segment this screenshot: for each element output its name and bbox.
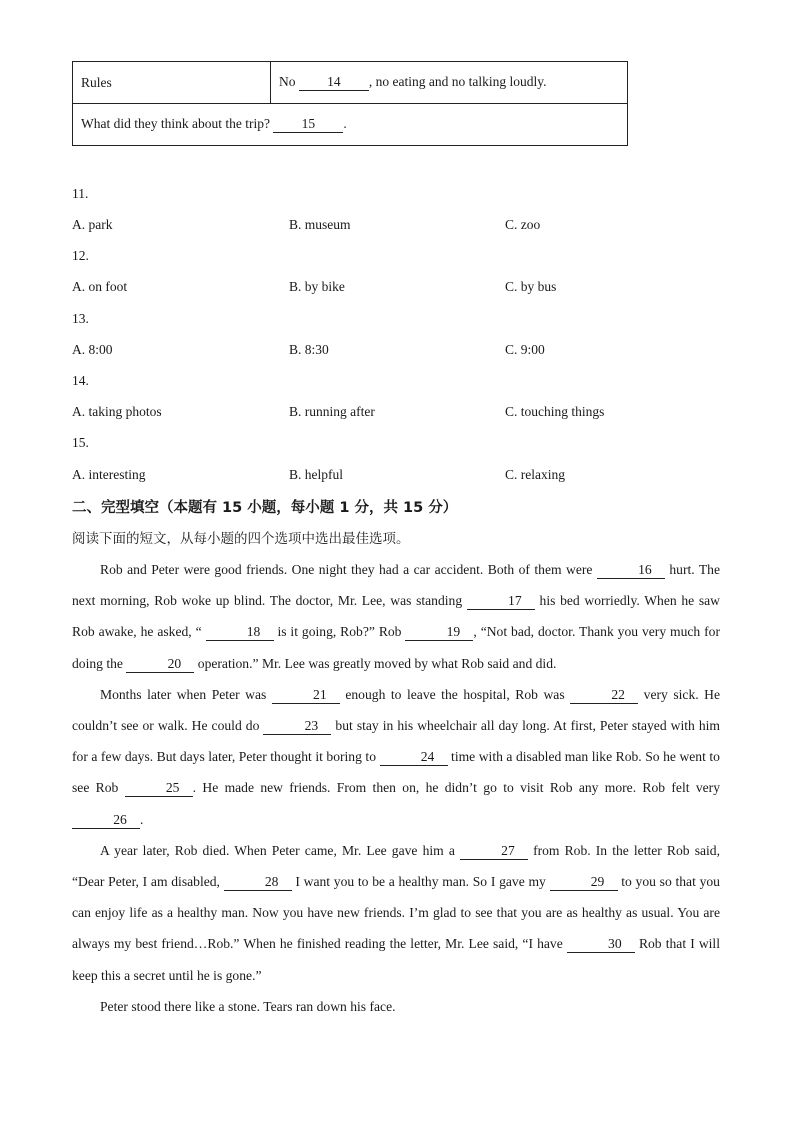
option-b: B. helpful	[289, 467, 343, 482]
info-table	[72, 61, 628, 146]
option-c: C. touching things	[505, 404, 605, 419]
passage-text: Peter stood there like a stone. Tears ran down his face.	[100, 998, 396, 1014]
option-b: B. museum	[289, 217, 351, 232]
passage-text: . He made new friends. From then on, he didn’t go to visit Rob any more. Rob felt very	[192, 780, 720, 796]
option-c: C. relaxing	[505, 467, 565, 482]
section-instruction: 阅读下面的短文，从每小题的四个选项中选出最佳选项。	[72, 531, 410, 547]
question-number: 13.	[72, 311, 89, 326]
blank-21: 21	[272, 687, 340, 704]
blank-26: 26	[72, 812, 140, 829]
table-row	[73, 104, 628, 146]
passage-text: .	[140, 811, 144, 827]
option-a: A. 8:00	[72, 342, 113, 357]
blank-17: 17	[467, 593, 535, 610]
blank-19: 19	[405, 624, 473, 641]
passage-paragraph	[72, 991, 720, 1022]
table-cell-question	[73, 104, 628, 146]
option-c: C. zoo	[505, 217, 541, 232]
question-number: 14.	[72, 373, 89, 388]
blank-25: 25	[125, 780, 193, 797]
table-cell-rules	[271, 62, 628, 104]
passage-text: Months later when Peter was	[100, 686, 272, 702]
passage-text: I want you to be a healthy man. So I gave my	[291, 874, 550, 890]
blank-16: 16	[597, 562, 665, 579]
question-suffix: .	[343, 116, 347, 131]
cloze-passage	[72, 554, 720, 1022]
blank-30: 30	[567, 936, 635, 953]
passage-text: from Rob. In the letter Rob said, “Dear Peter, I am disabled,	[72, 842, 720, 890]
blank-27: 27	[460, 843, 528, 860]
passage-text: to you so that you can enjoy life as a healthy man. Now you have new friends. I’m glad to see that you are as healthy as usual. You are always my best friend…Rob.” When he finished reading the letter, Mr. Lee said, “I have	[72, 874, 720, 952]
passage-text: A year later, Rob died. When Peter came, Mr. Lee gave him a	[100, 842, 460, 858]
passage-text: operation.” Mr. Lee was greatly moved by what Rob said and did.	[194, 655, 557, 671]
passage-text: but stay in his wheelchair all day long. At first, Peter stayed with him for a few days. But days later, Peter thought it boring to	[72, 718, 720, 765]
option-a: A. interesting	[72, 467, 146, 482]
option-b: B. 8:30	[289, 342, 329, 357]
option-c: C. 9:00	[505, 342, 545, 357]
table-cell-label: Rules	[73, 62, 271, 104]
passage-text: is it going, Rob?” Rob	[273, 624, 406, 640]
question-number: 15.	[72, 435, 89, 450]
blank-18: 18	[206, 624, 274, 641]
option-a: A. taking photos	[72, 404, 162, 419]
blank-15: 15	[273, 116, 343, 133]
blank-23: 23	[263, 718, 331, 735]
blank-20: 20	[126, 656, 194, 673]
passage-text: Rob that I will keep this a secret until he is gone.”	[72, 936, 720, 983]
passage-paragraph	[72, 554, 720, 679]
blank-22: 22	[570, 687, 638, 704]
question-number: 11.	[72, 186, 89, 201]
passage-paragraph	[72, 835, 720, 991]
blank-28: 28	[224, 874, 292, 891]
blank-29: 29	[550, 874, 618, 891]
passage-text: his bed worriedly. When he saw Rob awake, he asked, “	[72, 593, 720, 640]
passage-paragraph	[72, 679, 720, 835]
option-a: A. on foot	[72, 279, 128, 294]
option-c: C. by bus	[505, 279, 557, 294]
option-b: B. by bike	[289, 279, 345, 294]
passage-text: time with a disabled man like Rob. So he went to see Rob	[72, 749, 720, 796]
option-b: B. running after	[289, 404, 375, 419]
option-a: A. park	[72, 217, 113, 232]
passage-text: very sick. He couldn’t see or walk. He could do	[72, 686, 721, 734]
blank-14: 14	[299, 74, 369, 91]
passage-text: hurt. The next morning, Rob woke up blind. The doctor, Mr. Lee, was standing	[72, 562, 720, 609]
question-number: 12.	[72, 248, 89, 263]
rules-suffix: , no eating and no talking loudly.	[368, 74, 547, 89]
passage-text: , “Not bad, doctor. Thank you very much for doing the	[72, 624, 720, 671]
passage-text: Rob and Peter were good friends. One night they had a car accident. Both of them were	[100, 562, 597, 577]
section-title: 二、完型填空（本题有 15 小题，每小题 1 分，共 15 分）	[72, 500, 458, 516]
passage-text: enough to leave the hospital, Rob was	[339, 686, 571, 702]
table-row	[73, 62, 628, 104]
blank-24: 24	[380, 749, 448, 766]
question-prefix: What did they think about the trip?	[81, 116, 274, 131]
rules-prefix: No	[279, 74, 299, 89]
